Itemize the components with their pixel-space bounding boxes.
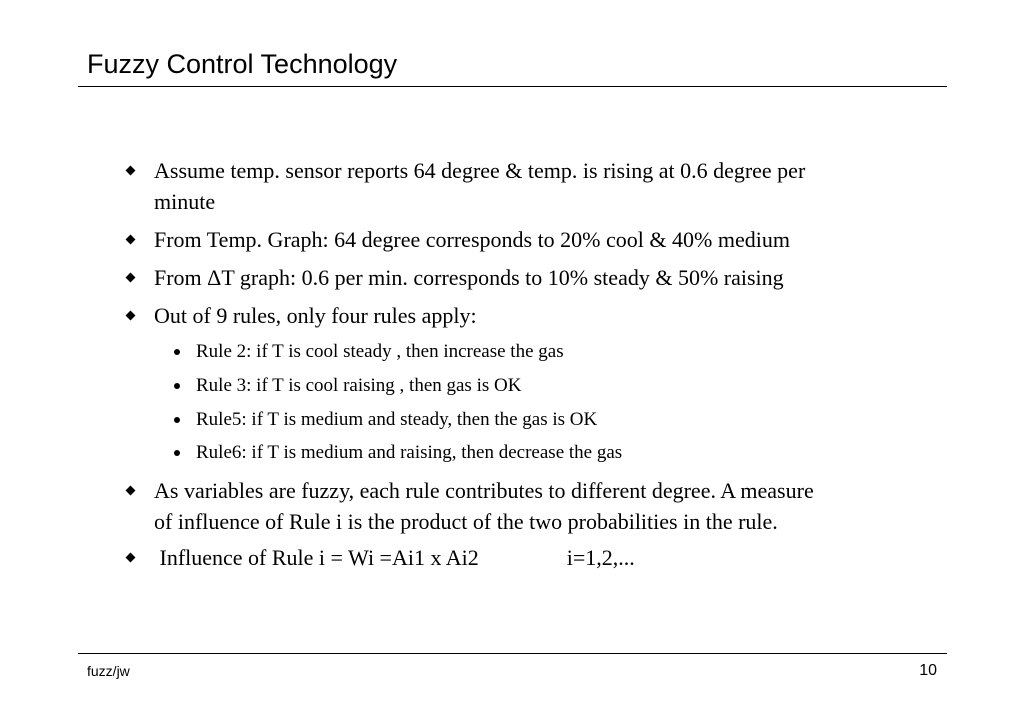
- diamond-bullet-icon: [126, 311, 136, 321]
- bullet-item-1: [154, 155, 805, 217]
- bullet-item-2: [154, 224, 790, 255]
- bullet-text-continued: of influence of Rule i is the product of the two probabilities in the rule.: [154, 509, 778, 534]
- sub-bullet-rule-2: [196, 339, 564, 365]
- bullet-item-5: [154, 475, 814, 537]
- footer-label: fuzz/jw: [87, 663, 130, 679]
- dot-bullet-icon: [174, 349, 180, 355]
- diamond-bullet-icon: [126, 235, 136, 245]
- bullet-text: From ΔT graph: 0.6 per min. corresponds to 10% steady & 50% raising: [154, 265, 784, 290]
- slide-title: Fuzzy Control Technology: [87, 49, 398, 79]
- sub-bullet-text: Rule6: if T is medium and raising, then decrease the gas: [196, 442, 623, 463]
- diamond-bullet-icon: [126, 166, 136, 176]
- diamond-bullet-icon: [126, 273, 136, 283]
- page-number: 10: [919, 662, 937, 679]
- bullet-item-6: [154, 542, 635, 573]
- formula-range: i=1,2,...: [566, 545, 635, 570]
- sub-bullet-rule-3: [196, 373, 521, 399]
- sub-bullet-rule-6: [196, 440, 622, 466]
- bullet-text: Assume temp. sensor reports 64 degree & temp. is rising at 0.6 degree per: [154, 158, 806, 183]
- formula-text: Influence of Rule i = Wi =Ai1 x Ai2: [154, 545, 479, 570]
- bullet-text: From Temp. Graph: 64 degree corresponds to 20% cool & 40% medium: [154, 227, 790, 252]
- dot-bullet-icon: [174, 383, 180, 389]
- diamond-bullet-icon: [126, 486, 136, 496]
- sub-bullet-text: Rule 3: if T is cool raising , then gas is OK: [196, 375, 522, 396]
- dot-bullet-icon: [174, 450, 180, 456]
- sub-bullet-rule-5: [196, 407, 597, 433]
- diamond-bullet-icon: [126, 553, 136, 563]
- bullet-item-4: [154, 300, 477, 331]
- bullet-text-continued: minute: [154, 189, 216, 214]
- dot-bullet-icon: [174, 417, 180, 423]
- footer-divider: [78, 653, 947, 654]
- sub-bullet-text: Rule 2: if T is cool steady , then increase the gas: [196, 341, 564, 362]
- bullet-text: Out of 9 rules, only four rules apply:: [154, 303, 477, 328]
- sub-bullet-text: Rule5: if T is medium and steady, then the gas is OK: [196, 409, 598, 430]
- bullet-text: As variables are fuzzy, each rule contributes to different degree. A measure: [154, 478, 814, 503]
- bullet-item-3: [154, 262, 784, 293]
